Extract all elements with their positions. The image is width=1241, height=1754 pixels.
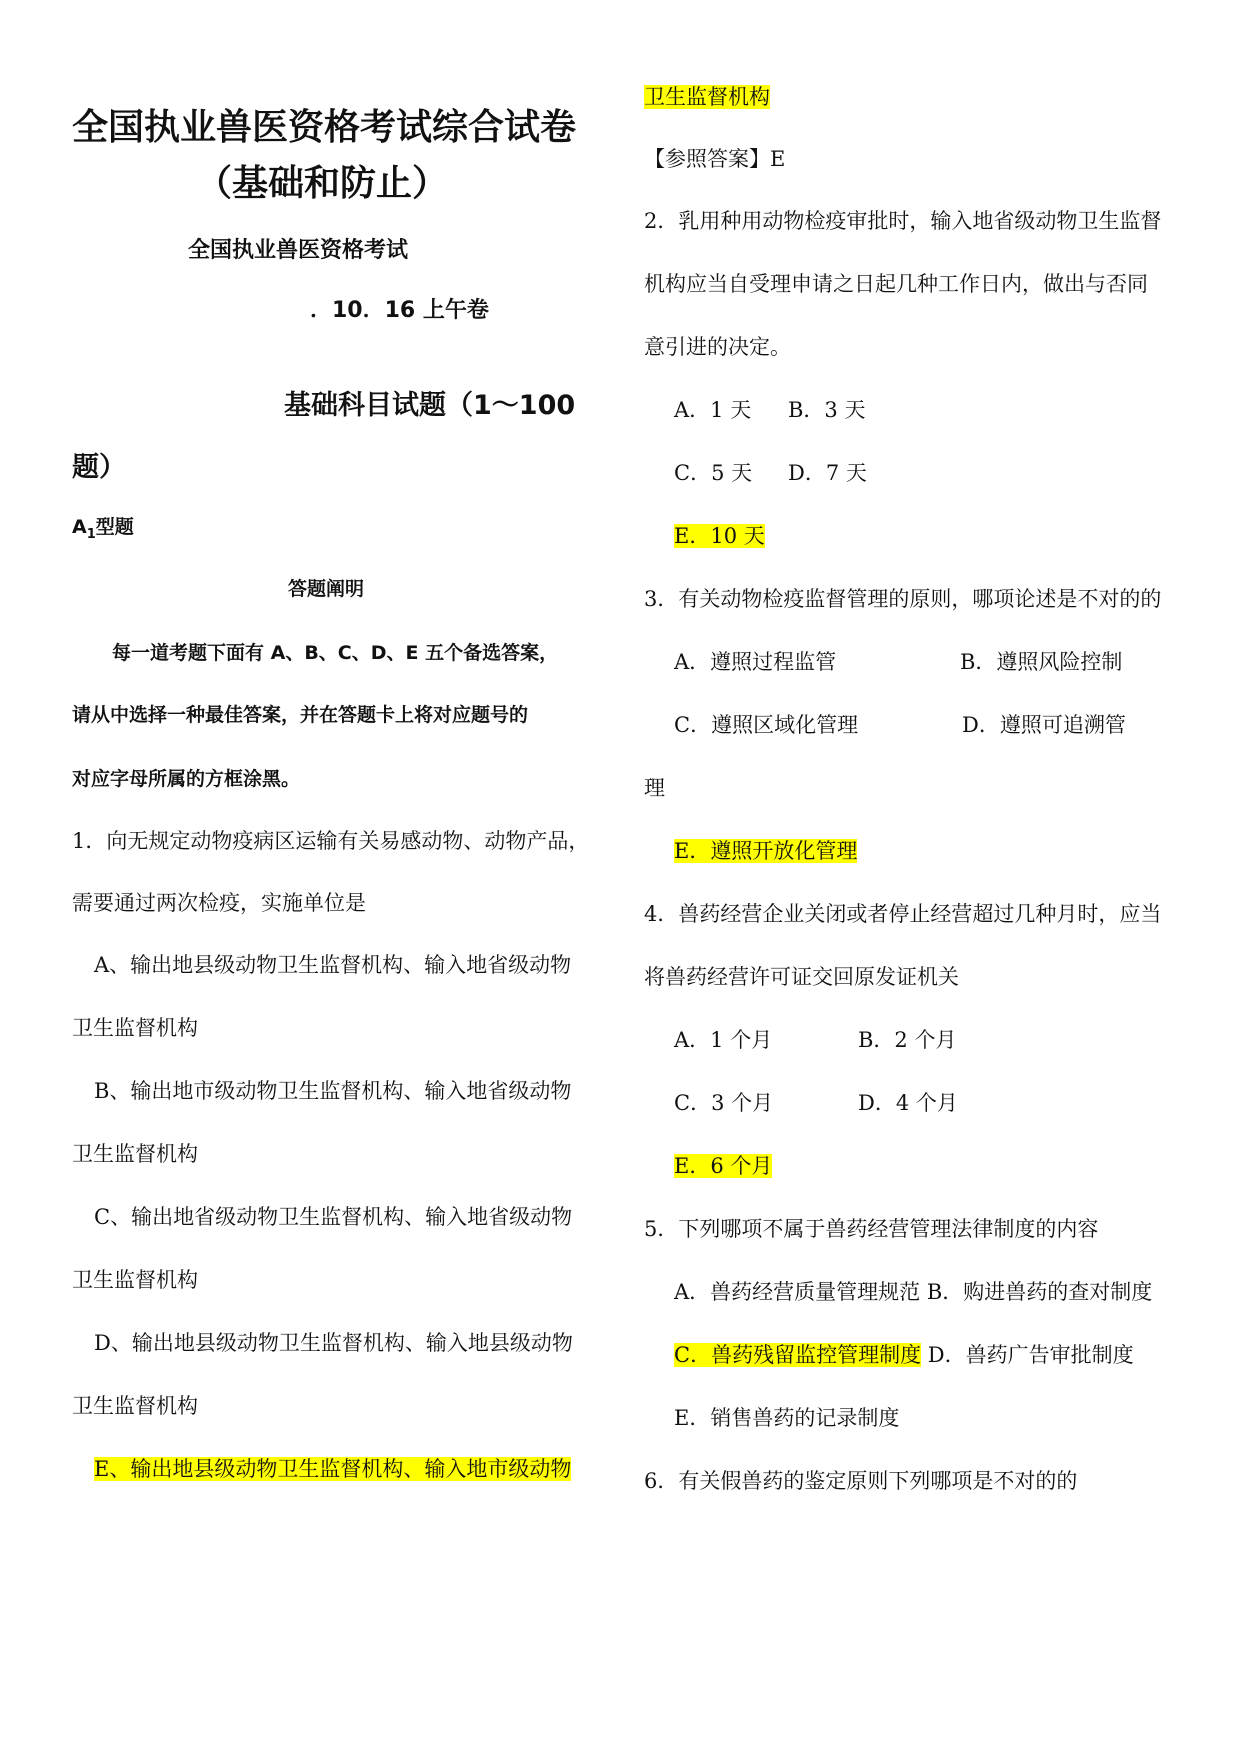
question-2-stem: 2．乳用种用动物检疫审批时，输入地省级动物卫生监督 <box>644 209 1162 233</box>
section-heading: 基础科目试题（1～100 <box>284 390 576 421</box>
question-2-stem-cont: 意引进的决定。 <box>644 335 791 359</box>
instruction-line: 每一道考题下面有 A、B、C、D、E 五个备选答案， <box>112 642 559 664</box>
q1-option-d: D、输出地县级动物卫生监督机构、输入地县级动物 <box>94 1331 573 1355</box>
doc-subtitle: 全国执业兽医资格考试 <box>188 238 409 263</box>
q4-option-b: B．2 个月 <box>858 1028 957 1052</box>
q3-option-c: C．遵照区域化管理 <box>674 713 859 737</box>
question-4-stem-cont: 将兽药经营许可证交回原发证机关 <box>644 965 959 989</box>
question-5-stem: 5．下列哪项不属于兽药经营管理法律制度的内容 <box>644 1217 1099 1241</box>
question-3-stem: 3．有关动物检疫监督管理的原则，哪项论述是不对的的 <box>644 587 1162 611</box>
q1-option-b-cont: 卫生监督机构 <box>72 1142 198 1166</box>
question-type-label <box>72 512 134 550</box>
exam-date: ．10．16 上午卷 <box>310 298 489 323</box>
q4-option-c: C．3 个月 <box>674 1091 774 1115</box>
q4-option-e-highlighted <box>674 1151 772 1181</box>
q1-option-a-cont: 卫生监督机构 <box>72 1016 198 1040</box>
q3-option-d-cont: 理 <box>644 776 665 800</box>
q1-option-c: C、输出地省级动物卫生监督机构、输入地省级动物 <box>94 1205 573 1229</box>
q4-option-d: D．4 个月 <box>858 1091 958 1115</box>
q1-answer: 【参照答案】E <box>644 147 786 171</box>
doc-title-sub: （基础和防止） <box>196 163 449 204</box>
highlight: E、输出地县级动物卫生监督机构、输入地市级动物 <box>94 1457 572 1481</box>
q1-option-e-cont-highlighted <box>644 82 770 112</box>
q2-option-e-highlighted <box>674 521 765 551</box>
q3-option-d: D．遵照可追溯管 <box>962 713 1126 737</box>
q2-option-b: B．3 天 <box>788 398 866 422</box>
instructions-heading: 答题阐明 <box>288 578 365 600</box>
q1-option-e-highlighted <box>94 1454 571 1484</box>
type-letter: A <box>72 516 87 538</box>
instruction-line: 对应字母所属的方框涂黑。 <box>72 768 301 790</box>
question-1-stem-cont: 需要通过两次检疫，实施单位是 <box>72 891 366 915</box>
highlight: E．6 个月 <box>674 1154 773 1178</box>
q3-option-e-highlighted <box>674 836 857 866</box>
highlight: E．10 天 <box>674 524 765 548</box>
highlight: E．遵照开放化管理 <box>674 839 858 863</box>
q3-option-b: B．遵照风险控制 <box>960 650 1123 674</box>
q5-option-c-d <box>674 1340 1134 1370</box>
q5-option-e: E．销售兽药的记录制度 <box>674 1406 900 1430</box>
question-2-stem-cont: 机构应当自受理申请之日起几种工作日内，做出与否同 <box>644 272 1148 296</box>
q5-option-d: D．兽药广告审批制度 <box>921 1343 1134 1367</box>
doc-title: 全国执业兽医资格考试综合试卷 <box>72 107 577 148</box>
q1-option-c-cont: 卫生监督机构 <box>72 1268 198 1292</box>
type-subscript: 1 <box>86 526 96 542</box>
question-6-stem: 6．有关假兽药的鉴定原则下列哪项是不对的的 <box>644 1469 1078 1493</box>
q5-option-a-b: A．兽药经营质量管理规范 B．购进兽药的查对制度 <box>674 1280 1153 1304</box>
q1-option-a: A、输出地县级动物卫生监督机构、输入地省级动物 <box>94 953 572 977</box>
q3-option-a: A．遵照过程监管 <box>674 650 837 674</box>
q1-option-b: B、输出地市级动物卫生监督机构、输入地省级动物 <box>94 1079 572 1103</box>
highlight: C．兽药残留监控管理制度 <box>674 1343 922 1367</box>
q4-option-a: A．1 个月 <box>674 1028 773 1052</box>
q2-option-a: A．1 天 <box>674 398 752 422</box>
instruction-line: 请从中选择一种最佳答案，并在答题卡上将对应题号的 <box>72 704 529 726</box>
q1-option-d-cont: 卫生监督机构 <box>72 1394 198 1418</box>
highlight: 卫生监督机构 <box>644 85 770 109</box>
q2-option-c: C．5 天 <box>674 461 753 485</box>
q2-option-d: D．7 天 <box>788 461 867 485</box>
question-4-stem: 4．兽药经营企业关闭或者停止经营超过几种月时，应当 <box>644 902 1162 926</box>
question-1-stem: 1．向无规定动物疫病区运输有关易感动物、动物产品， <box>72 829 590 853</box>
type-suffix: 型题 <box>95 516 134 538</box>
section-heading-cont: 题） <box>72 452 126 483</box>
